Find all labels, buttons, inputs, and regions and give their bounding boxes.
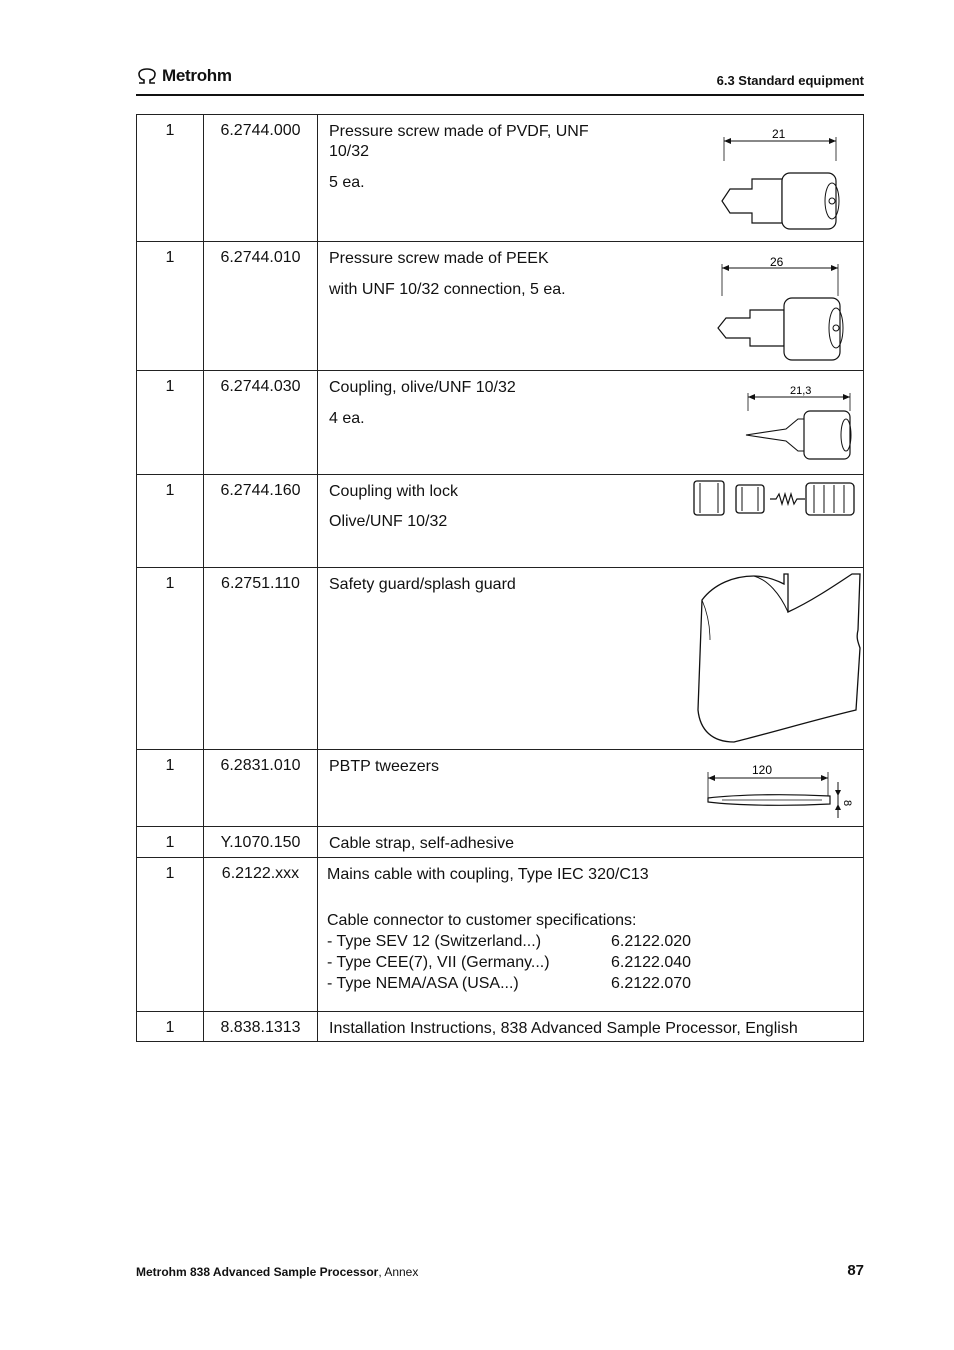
description-cell bbox=[318, 115, 864, 242]
qty-cell: 1 bbox=[137, 858, 204, 1012]
description-line: Cable strap, self-adhesive bbox=[329, 835, 514, 852]
description-line: Pressure screw made of PVDF, UNF bbox=[329, 123, 589, 140]
footer-suffix: , Annex bbox=[378, 1265, 419, 1279]
description-cell bbox=[318, 371, 864, 475]
pressure-screw-peek-drawing bbox=[714, 250, 854, 362]
equipment-table bbox=[136, 114, 864, 1042]
page-footer bbox=[136, 1262, 864, 1279]
order-number-cell: 6.2744.160 bbox=[204, 475, 318, 568]
order-number-cell: Y.1070.150 bbox=[204, 827, 318, 858]
table-row bbox=[137, 858, 864, 1012]
page-header bbox=[136, 64, 864, 96]
qty-cell: 1 bbox=[137, 115, 204, 242]
footer-product: Metrohm 838 Advanced Sample Processor bbox=[136, 1265, 379, 1279]
description-line: PBTP tweezers bbox=[329, 758, 439, 775]
description-line: Mains cable with coupling, Type IEC 320/C13 bbox=[327, 866, 649, 883]
brand-name: Metrohm bbox=[162, 66, 232, 85]
description-line: Coupling with lock bbox=[329, 483, 458, 500]
svg-text:21,3: 21,3 bbox=[790, 385, 812, 397]
order-number-cell: 6.2744.000 bbox=[204, 115, 318, 242]
table-row bbox=[137, 827, 864, 858]
tweezers-drawing bbox=[702, 758, 862, 824]
safety-guard-drawing bbox=[694, 570, 862, 746]
qty-cell: 1 bbox=[137, 475, 204, 568]
table-row bbox=[137, 1012, 864, 1042]
pressure-screw-pvdf-drawing bbox=[714, 121, 854, 231]
connector-spec-row: - Type CEE(7), VII (Germany...) 6.2122.040 bbox=[327, 954, 692, 971]
table-row bbox=[137, 568, 864, 750]
order-number-cell: 8.838.1313 bbox=[204, 1012, 318, 1042]
svg-text:26: 26 bbox=[770, 255, 784, 269]
svg-text:120: 120 bbox=[752, 763, 773, 777]
description-cell bbox=[318, 568, 864, 750]
order-number-cell: 6.2751.110 bbox=[204, 568, 318, 750]
table-row bbox=[137, 242, 864, 371]
description-line: Installation Instructions, 838 Advanced Sample Processor, English bbox=[329, 1020, 798, 1037]
description-line: Safety guard/splash guard bbox=[329, 576, 516, 593]
brand-logo bbox=[136, 66, 232, 86]
coupling-with-lock-drawing bbox=[692, 479, 858, 519]
qty-cell: 1 bbox=[137, 827, 204, 858]
qty-cell: 1 bbox=[137, 568, 204, 750]
omega-icon bbox=[136, 68, 158, 84]
description-line: Olive/UNF 10/32 bbox=[329, 513, 448, 530]
description-line: 10/32 bbox=[329, 143, 370, 160]
description-cell bbox=[318, 858, 864, 1012]
description-line: Cable connector to customer specifications: bbox=[327, 912, 637, 929]
description-line: with UNF 10/32 connection, 5 ea. bbox=[329, 281, 566, 298]
page-number: 87 bbox=[847, 1262, 864, 1279]
description-line: 5 ea. bbox=[329, 174, 365, 191]
table-row bbox=[137, 115, 864, 242]
description-cell bbox=[318, 827, 864, 858]
description-cell bbox=[318, 475, 864, 568]
order-number-cell: 6.2744.010 bbox=[204, 242, 318, 371]
svg-text:21: 21 bbox=[772, 127, 786, 141]
order-number-cell: 6.2122.xxx bbox=[204, 858, 318, 1012]
table-row bbox=[137, 750, 864, 827]
table-row bbox=[137, 475, 864, 568]
qty-cell: 1 bbox=[137, 242, 204, 371]
svg-text:8: 8 bbox=[841, 800, 853, 807]
coupling-olive-drawing bbox=[742, 381, 858, 465]
order-number-cell: 6.2744.030 bbox=[204, 371, 318, 475]
qty-cell: 1 bbox=[137, 1012, 204, 1042]
order-number-cell: 6.2831.010 bbox=[204, 750, 318, 827]
description-line: Pressure screw made of PEEK bbox=[329, 250, 549, 267]
description-cell bbox=[318, 242, 864, 371]
description-line: Coupling, olive/UNF 10/32 bbox=[329, 379, 516, 396]
description-cell bbox=[318, 1012, 864, 1042]
qty-cell: 1 bbox=[137, 371, 204, 475]
table-row bbox=[137, 371, 864, 475]
connector-spec-row: - Type SEV 12 (Switzerland...) 6.2122.020 bbox=[327, 933, 692, 950]
section-title: 6.3 Standard equipment bbox=[716, 73, 864, 88]
description-cell bbox=[318, 750, 864, 827]
description-line: 4 ea. bbox=[329, 410, 365, 427]
connector-spec-row: - Type NEMA/ASA (USA...) 6.2122.070 bbox=[327, 975, 692, 992]
qty-cell: 1 bbox=[137, 750, 204, 827]
